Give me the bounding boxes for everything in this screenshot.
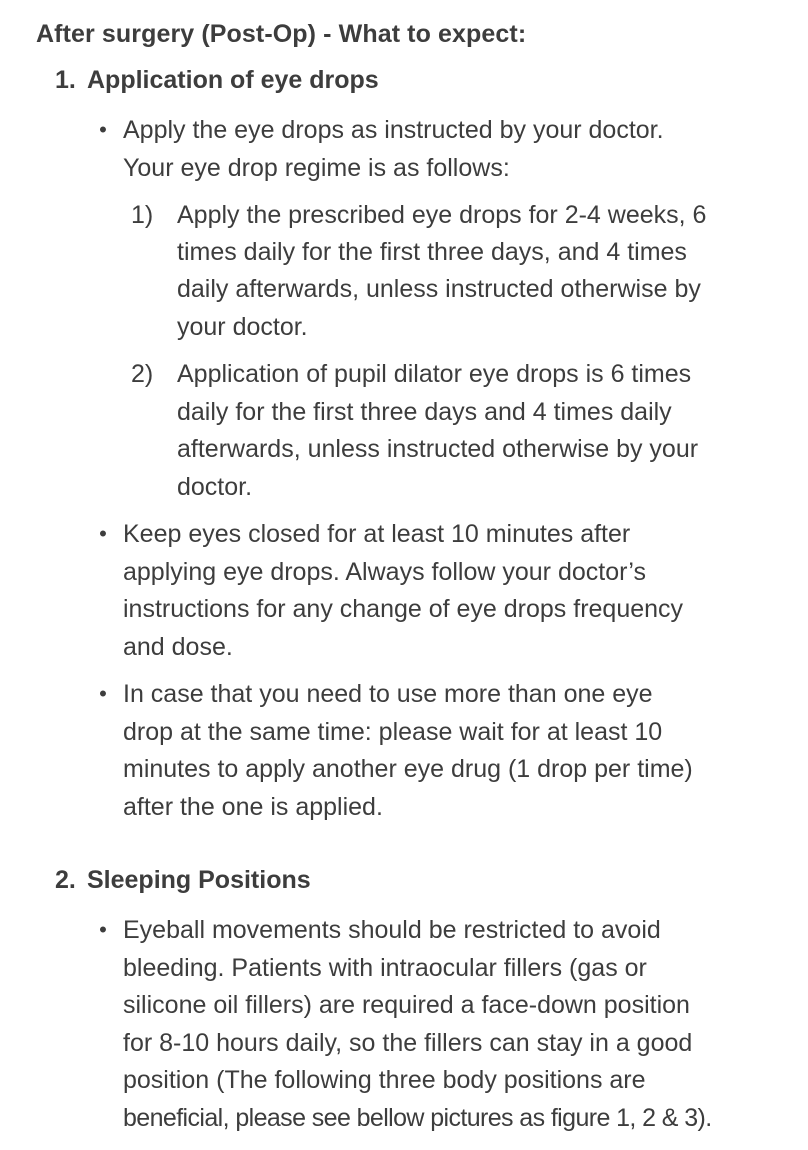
- section-number: 1.: [55, 66, 76, 94]
- bullet-icon: •: [99, 681, 107, 706]
- bullet-text-line: for 8-10 hours daily, so the fillers can stay in a good: [123, 1029, 693, 1057]
- bullet-icon: •: [99, 521, 107, 546]
- bullet-text-line: beneficial, please see bellow pictures as figure 1, 2 & 3).: [123, 1104, 712, 1132]
- section-heading-2: [55, 866, 311, 895]
- subitem-text-line: times daily for the first three days, and 4 times: [177, 238, 687, 266]
- bullet-text-line: Eyeball movements should be restricted to avoid: [123, 916, 661, 944]
- subitem-text-line: afterwards, unless instructed otherwise by your: [177, 435, 699, 463]
- bullet-text-line: drop at the same time: please wait for at least 10: [123, 718, 663, 746]
- bullet-text-line: applying eye drops. Always follow your doctor’s: [123, 558, 646, 586]
- page-title: After surgery (Post-Op) - What to expect:: [36, 20, 527, 48]
- bullet-text-line: after the one is applied.: [123, 793, 383, 821]
- bullet-text-line: minutes to apply another eye drug (1 drop per time): [123, 755, 693, 783]
- section-number: 2.: [55, 866, 76, 894]
- bullet-text-line: Apply the eye drops as instructed by your doctor.: [123, 116, 664, 144]
- section-title: Application of eye drops: [87, 66, 379, 94]
- bullet-text-line: Your eye drop regime is as follows:: [123, 154, 510, 182]
- section-heading-1: [55, 66, 379, 95]
- subitem-text-line: daily afterwards, unless instructed otherwise by: [177, 275, 701, 303]
- bullet-text-line: bleeding. Patients with intraocular fillers (gas or: [123, 954, 647, 982]
- bullet-icon: •: [99, 117, 107, 142]
- subitem-marker: 2): [131, 360, 154, 388]
- bullet-text-line: and dose.: [123, 633, 233, 661]
- subitem-text-line: Application of pupil dilator eye drops is 6 times: [177, 360, 692, 388]
- bullet-icon: •: [99, 917, 107, 942]
- subitem-marker: 1): [131, 201, 154, 229]
- section-title: Sleeping Positions: [87, 866, 311, 894]
- subitem-text-line: Apply the prescribed eye drops for 2-4 weeks, 6: [177, 201, 707, 229]
- bullet-text-line: silicone oil fillers) are required a face-down position: [123, 991, 690, 1019]
- bullet-text-line: instructions for any change of eye drops frequency: [123, 595, 684, 623]
- subitem-text-line: your doctor.: [177, 313, 308, 341]
- subitem-text-line: doctor.: [177, 473, 253, 501]
- bullet-text-line: Keep eyes closed for at least 10 minutes after: [123, 520, 631, 548]
- bullet-text-line: In case that you need to use more than one eye: [123, 680, 653, 708]
- subitem-text-line: daily for the first three days and 4 times daily: [177, 398, 672, 426]
- bullet-text-line: position (The following three body positions are: [123, 1066, 646, 1094]
